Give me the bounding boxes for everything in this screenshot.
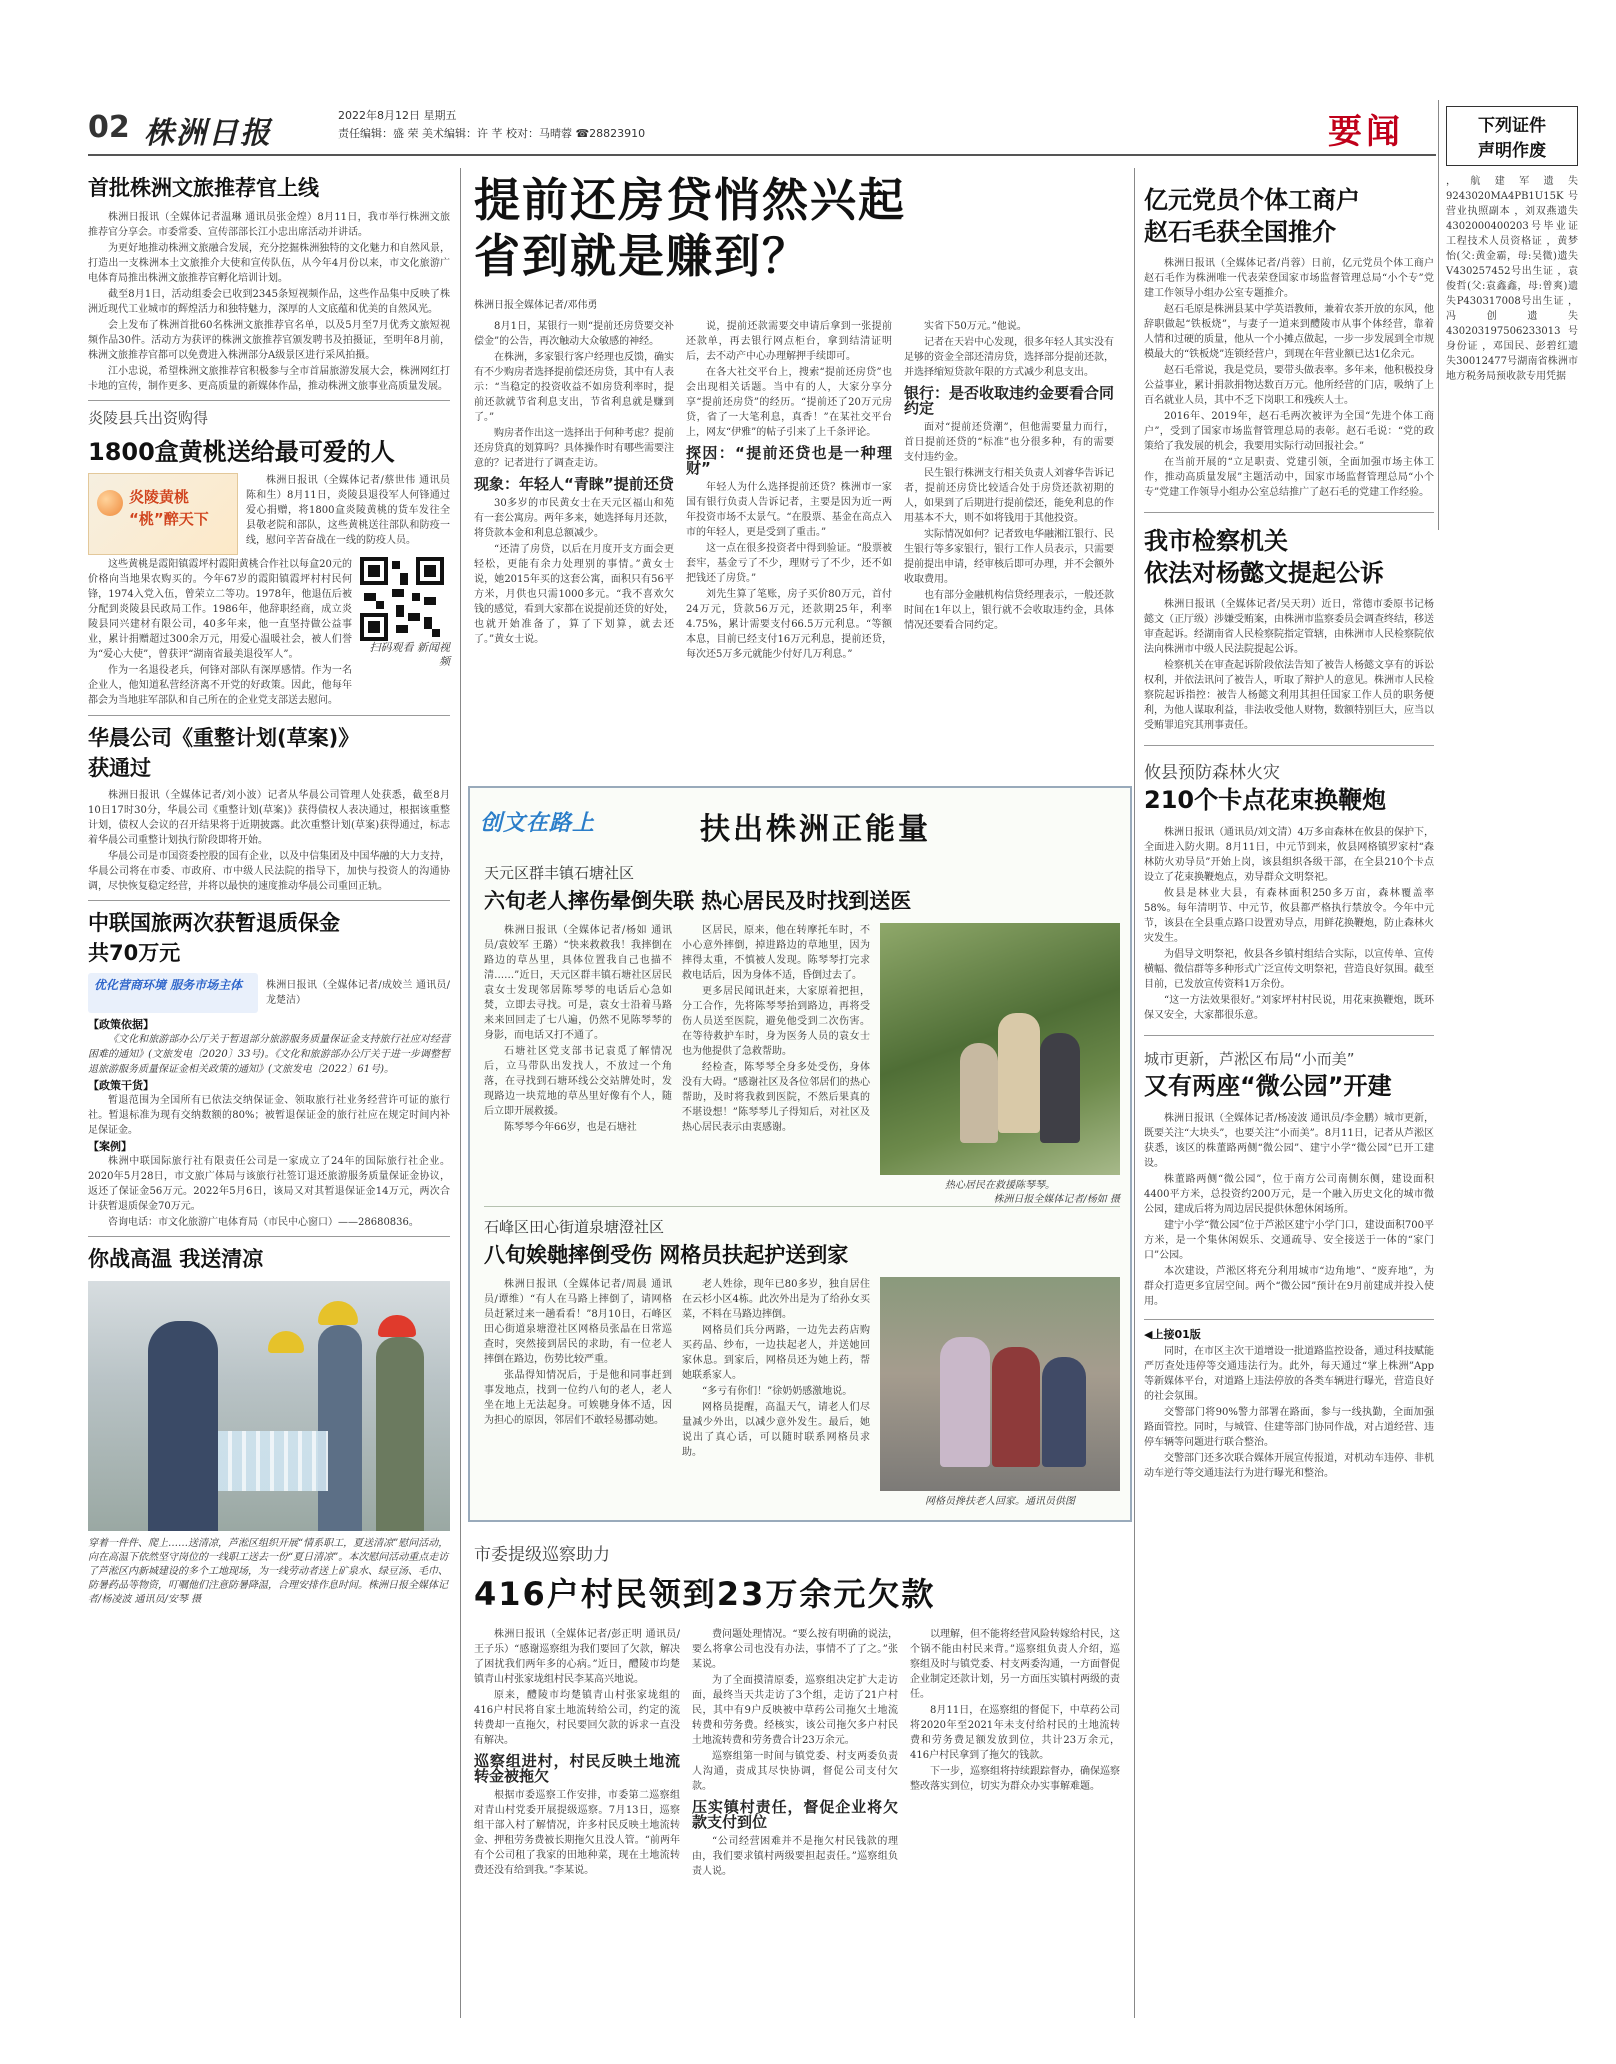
a4-title-2: 共70万元 <box>88 941 181 965</box>
s2-photo <box>880 1277 1120 1491</box>
left-column <box>88 172 450 2022</box>
s2-caption: 网格员搀扶老人回家。通讯员供图 <box>925 1496 1075 1507</box>
bottom-a-p2: 原来，醴陵市均楚镇青山村张家垅组的416户村民将自家土地流转给公司，约定的流转费却一直拖欠，村民要回欠款的诉求一直没有解决。 <box>474 1690 680 1746</box>
right-column <box>1144 184 1434 2014</box>
r4-kicker: 城市更新，芦淞区布局“小而美” <box>1144 1050 1355 1068</box>
bottom-b-p1: 费问题处理情况。“要么按有明确的说法，要么将拿公司也没有办法，事情不了了之。”张某说。 <box>692 1629 898 1670</box>
a4-case-head: 【案例】 <box>88 1140 132 1153</box>
r1-p3: 赵石毛常说，我是党员，要带头做表率。多年来，他积极投身公益事业，累计捐款捐物达数百万元。他所经营的门店，吸纳了上百名就业人员，其中不乏下岗职工和残疾人士。 <box>1144 365 1434 406</box>
r2-rule <box>1144 745 1434 746</box>
r2-body <box>1144 597 1434 733</box>
r3-body <box>1144 825 1434 1023</box>
a3-title-1: 华晨公司《重整计划(草案)》 <box>88 726 360 750</box>
r3-kicker: 攸县预防森林火灾 <box>1144 763 1280 783</box>
qr-caption: 扫码观看 新闻视频 <box>369 641 450 668</box>
worker-figure <box>318 1325 362 1531</box>
bottom-c-p3: 下一步，巡察组将持续跟踪督办，确保巡察整改落实到位，切实为群众办实事解难题。 <box>910 1766 1120 1792</box>
lead-story <box>474 172 1128 762</box>
a4-title-1: 中联国旅两次获暂退质保金 <box>88 911 340 935</box>
a1-p5: 江小忠说，希望株洲文旅推荐官积极参与全市首届旅游发展大会，株洲网红打卡地的宣传，制作更多、更高质量的新媒体作品，推动株洲文旅事业高质量发展。 <box>88 366 450 392</box>
a2-body-right: 株洲日报讯（全媒体记者/蔡世伟 通讯员陈和生）8月11日，炎陵县退役军人何锋通过爱心捐赠，将1800盒炎陵黄桃的货车发往全县敬老院和部队，这些黄桃送往部队和防疫一线，慰问辛苦奋战在一线的防疫人员。 <box>246 475 450 546</box>
a4-case: 株洲中联国际旅行社有限责任公司是一家成立了24年的国际旅行社企业。2020年5月28日，市文旅广体局与该旅行社签订退还旅游服务质量保证金协议，返还了保证金56万元。2022年5月6日，该局又对其暂退保证金14万元，两次合计获暂退质保金70万元。 <box>88 1156 450 1212</box>
s1-title: 六旬老人摔伤晕倒失联 热心居民及时找到送医 <box>484 889 912 913</box>
lead-a2-p2: “还清了房贷，以后在月度开支方面会更轻松，更能有余力处理别的事情。”黄女士说，她2015年买的这套公寓，面积只有56平方米，月供也只需1000多元。“我不喜欢欠钱的感觉，看到大家都在说提前还贷的好处，也就开始准备了，算了下划算，就去还了。”黄女士说。 <box>474 544 674 645</box>
r4-title: 又有两座“微公园”开建 <box>1144 1072 1392 1100</box>
bottom-sub1: 巡察组进村，村民反映土地流转金被拖欠 <box>474 1752 680 1785</box>
s2-c1-p1: 株洲日报讯（全媒体记者/周晨 通讯员/谭维）“有人在马路上摔倒了，请网格员赶紧过来一趟看看！”8月10日，石峰区田心街道泉塘澄社区网格员张晶在日常巡查时，突然接到居民的求助，有一位老人摔倒在路边，伤势比较严重。 <box>484 1279 672 1365</box>
lead-b2-p1: 年轻人为什么选择提前还贷？株洲市一家国有银行负责人告诉记者，主要是因为近一两年投资市场不太景气。“在股票、基金在高点入市的年轻人，更是受到了重击。” <box>686 482 892 538</box>
a2-p1: 这些黄桃是霞阳镇霞坪村霞阳黄桃合作社以每盒20元的价格向当地果农购买的。今年67岁的霞阳镇霞坪村村民何锋，1974入党入伍，曾荣立二等功。1978年，他退伍后被分配到炎陵县民政局工作。1986年，他辞职经商，成立炎陵县同兴建材有限公司，40多年来，他一直坚持做公益事业，累计捐赠超过300余万元，用爱心温暖社会，被人们誉为“爱心大使”，曾获评“湖南省最美退役军人”。 <box>88 559 352 660</box>
a4-policy: 《文化和旅游部办公厅关于暂退部分旅游服务质量保证金支持旅行社应对经营困难的通知》(文旅发电〔2020〕33号)。《文化和旅游部办公厅关于进一步调整暂退旅游服务质量保证金相关政策的通知》(文旅发电〔2022〕61号)。 <box>88 1034 450 1075</box>
water-bottles <box>218 1431 328 1491</box>
s2-c2-p1: 老人姓徐，现年已80多岁，独自居住在云杉小区4栋。此次外出是为了给孙女买菜，不料在马路边摔倒。 <box>682 1279 870 1320</box>
r1-p4: 2016年、2019年，赵石毛两次被评为全国“先进个体工商户”，受到了国家市场监督管理总局的表彰。赵石毛说：“党的政策给了我发展的机会，我要用实际行动回报社会。” <box>1144 411 1434 452</box>
a4-contact: 咨询电话：市文化旅游广电体育局（市民中心窗口）——28680836。 <box>108 1217 419 1228</box>
s1-c1-p3: 陈琴琴今年66岁，也是石塘社 <box>504 1122 637 1133</box>
r1-p1: 株洲日报讯（全媒体记者/肖蓉）日前，亿元党员个体工商户赵石毛作为株洲唯一代表荣登国家市场监督管理总局“小个专”党建工作领导小组办公室专题推介。 <box>1144 258 1434 299</box>
s2-c2-p3: “多亏有你们！”徐奶奶感激地说。 <box>702 1386 853 1397</box>
r2-p1: 株洲日报讯（全媒体记者/吴天玥）近日，常德市委原书记杨懿文（正厅级）涉嫌受贿案，由株洲市监察委员会调查终结，移送审查起诉。经湖南省人民检察院指定管辖，由株洲市人民检察院依法向株洲市中级人民法院提起公诉。 <box>1144 599 1434 655</box>
notice-title-box <box>1446 106 1578 166</box>
s1-photo <box>880 923 1120 1175</box>
lead-sub3: 银行：是否收取违约金要看合同约定 <box>904 384 1115 417</box>
lead-title-1: 提前还房贷悄然兴起 <box>474 173 906 227</box>
paper-logo: 株洲日报 <box>144 116 272 151</box>
peach-icon <box>97 490 123 516</box>
a3-p2: 华晨公司是市国资委控股的国有企业，以及中信集团及中国华融的大力支持，华晨公司将在市委、市政府、市中级人民法院的指导下，加快与投资人的沟通协调，尽快恢复稳定经营，并将以最快的速度推动华晨公司重回正轨。 <box>88 851 450 892</box>
notice-body: ，航建军遗失9243020MA4PB1U15K号营业执照副本 ，刘双燕遗失4302000400203号毕业证工程技术人员资格证 ，黄梦怡(父:黄金霸，母:吴微)遗失V430257452号出生证 ，袁俊哲(父:袁鑫鑫，母:曾爽)遗失P430317008号出生证 ，冯创遗失430203197506233013号身份证 ，邓国民、彭碧红遗失30012477号湖南省株洲市地方税务局预收款专用凭据 <box>1446 176 1578 382</box>
col1-rule <box>460 168 461 2018</box>
s2-c1-p2: 张晶得知情况后，于是他和同事赶到事发地点，找到一位约八旬的老人，老人坐在地上无法起身。可娭毑身体不适，因为担心的原因，邻居们不敢轻易挪动她。 <box>484 1370 672 1426</box>
s2-col1 <box>484 1277 672 1509</box>
worker-helmet-icon <box>268 1331 304 1353</box>
bottom-a-p1: 株洲日报讯（全媒体记者/彭正明 通讯员/王子乐）“感谢巡察组为我们要回了欠款，解决了困扰我们两年多的心病。”近日，醴陵市均楚镇青山村张家垅组村民李某高兴地说。 <box>474 1629 680 1685</box>
a2-body <box>88 557 352 709</box>
editors-line: 责任编辑：盛 荣 美术编辑：许 芊 校对：马晴蓉 ☎28823910 <box>338 127 646 140</box>
s2-photo-block <box>880 1277 1120 1509</box>
lead-col3-rule <box>1134 168 1135 2018</box>
lead-c-p2: 记者在天岩中心发现，很多年轻人其实没有足够的资金全部还清房贷，选择部分提前还款，并选择缩短贷款年限的方式减少利息支出。 <box>904 337 1114 378</box>
lead-a-p2: 在株洲，多家银行客户经理也反馈，确实有不少购房者选择提前偿还房贷，其中有人表示：“当稳定的投资收益不如房贷利率时，提前还款就节省利息支出，节省利息就是赚到了。” <box>474 352 674 423</box>
a5-caption: 穿着一件件、爬上……送清凉，芦淞区组织开展“情系职工，夏送清凉”慰问活动，向在高温下依然坚守岗位的一线职工送去一份“夏日清凉”。本次慰问活动重点走访了芦淞区内新城建设的多个工地现场，为一线劳动者送上矿泉水、绿豆汤、毛巾、防暑药品等物资，叮嘱他们注意防暑降温，合理安排作息时间。株洲日报全媒体记者/杨凌波 通讯员/安琴 摄 <box>88 1538 449 1605</box>
a2-kicker: 炎陵县兵出资购得 <box>88 409 209 427</box>
page-number: 02 <box>88 110 130 145</box>
a4-byline: 株洲日报讯（全媒体记者/成姣兰 通讯员/龙楚洁） <box>266 980 450 1006</box>
a1-rule <box>88 400 450 401</box>
a4-rule <box>88 1236 450 1237</box>
person-figure <box>998 1013 1040 1133</box>
bottom-kicker: 市委提级巡察助力 <box>474 1545 610 1565</box>
a1-p2: 为更好地推动株洲文旅融合发展，充分挖掘株洲独特的文化魅力和自然风景，打造出一支株洲本土文旅推介大使和宣传队伍，从今年4月份以来，市文化旅游广电体育局推出株洲文旅推荐官孵化培训计划。 <box>88 243 450 284</box>
date-line: 2022年8月12日 星期五 <box>338 109 457 122</box>
a5-title: 你战高温 我送清凉 <box>88 1247 264 1271</box>
section-label: 要闻 <box>1328 112 1404 152</box>
a1-body <box>88 210 450 394</box>
r1-rule <box>1144 512 1434 513</box>
s2-col2 <box>682 1277 870 1509</box>
r5-p3: 交警部门还多次联合媒体开展宣传报道，对机动车违停、非机动车逆行等交通违法行为进行曝光和整治。 <box>1144 1453 1434 1479</box>
s1-c2-p2: 更多居民闻讯赶来，大家原着把担，分工合作，先将陈琴琴抬到路边，再将受伤人员送至医院，避免他受到二次伤害。在等待救护车时，身为医务人员的袁女士也为他提供了急救帮助。 <box>682 986 870 1057</box>
lead-a2-p1: 30多岁的市民黄女士在天元区福山和苑有一套公寓房。两年多来，她选择每月还款，将贷款本金和利息总额减少。 <box>474 498 674 539</box>
r1-title-2: 赵石毛获全国推介 <box>1144 218 1336 246</box>
bottom-c-p1: 以理解，但不能将经营风险转嫁给村民，这个锅不能由村民来背。”巡察组负责人介绍，巡察组及时与镇党委、村支两委沟通，一方面督促企业制定还款计划，另一方面压实镇村两级的责任。 <box>910 1629 1120 1700</box>
qr-block <box>360 557 450 709</box>
feature-box <box>468 786 1132 1522</box>
bottom-col-a <box>474 1627 680 1880</box>
r3-p2: 攸县是林业大县，有森林面积250多万亩，森林覆盖率58%。每年清明节、中元节，攸县都严格执行禁放令。今年中元节，该县在全县重点路口设置劝导点，用鲜花换鞭炮，防止森林火灾发生。 <box>1144 888 1434 944</box>
lead-b-p1: 说，提前还款需要交申请后拿到一张提前还款单，再去银行网点柜台，拿到结清证明后，去不动产中心办理解押手续即可。 <box>686 321 892 362</box>
lead-b2-p2: 这一点在很多投资者中得到验证。“股票被套牢，基金亏了不少，理财亏了不少，还不如把钱还了房贷。” <box>686 543 892 584</box>
a2-logo-text: 炎陵黄桃 “桃”醉天下 <box>129 488 209 528</box>
lead-c2-p3: 实际情况如何？记者致电华融湘江银行、民生银行等多家银行，银行工作人员表示，只需要提前提出申请，经审核后即可办理，并不会额外收取费用。 <box>904 529 1114 585</box>
feature-banner-title: 扶出株洲正能量 <box>700 812 931 847</box>
a4-content-head: 【政策干货】 <box>88 1079 154 1092</box>
r5-p1: 同时，在市区主次干道增设一批道路监控设备，通过科技赋能严厉查处违停等交通违法行为。此外，每天通过“掌上株洲”App等新媒体平台，对道路上违法停放的各类车辆进行曝光，营造良好的社会氛围。 <box>1144 1346 1434 1402</box>
a3-p1: 株洲日报讯（全媒体记者/刘小波）记者从华晨公司管理人处获悉，截至8月10日17时30分，华晨公司《重整计划(草案)》获得债权人表决通过，根据该重整计划，债权人会议的召开结果将于近期披露。此次重整计划(草案)获得通过，标志着华晨公司重整计划执行阶段即将开始。 <box>88 790 450 846</box>
worker-helmet-icon <box>318 1301 358 1325</box>
bottom-sub2: 压实镇村责任，督促企业将欠款支付到位 <box>692 1798 898 1831</box>
a3-title-2: 获通过 <box>88 756 151 780</box>
r4-body <box>1144 1111 1434 1309</box>
feature-mid-rule <box>484 1206 1120 1207</box>
r2-title-1: 我市检察机关 <box>1144 527 1288 555</box>
r5-p2: 交警部门将90%警力部署在路面，参与一线执勤，全面加强路面管控。同时，与城管、住建等部门协同作战，对占道经营、违停车辆等问题进行联合整治。 <box>1144 1407 1434 1448</box>
s1-c2-p3: 经检查，陈琴琴全身多处受伤，身体没有大碍。“感谢社区及各位邻居们的热心帮助，及时将我救到医院，不然后果真的不堪设想！”陈琴琴儿子得知后，对社区及热心居民表示由衷感谢。 <box>682 1062 870 1133</box>
person-figure <box>992 1347 1040 1467</box>
r3-title: 210个卡点花束换鞭炮 <box>1144 786 1387 814</box>
s1-photo-block <box>880 923 1120 1207</box>
lead-c-p1: 实省下50万元。”他说。 <box>924 321 1027 332</box>
lead-col-a <box>474 319 674 663</box>
s1-caption-2: 株洲日报全媒体记者/杨如 摄 <box>993 1194 1120 1205</box>
s1-c2-p1: 区居民，原来，他在转摩托车时，不小心意外摔倒，掉进路边的草地里，因为摔得太重，不慎被人发现。陈琴琴打完求救电话后，因为身体不适，昏倒过去了。 <box>682 925 870 981</box>
bottom-b2-p1: “公司经营困难并不是拖欠村民钱款的理由，我们要求镇村两级要担起责任。”巡察组负责人说。 <box>692 1836 898 1877</box>
s1-c1-p2: 石塘社区党支部书记袁觅了解情况后，立马带队出发找人，不放过一个角落，在寻找到石塘环线公交站牌处时，发现路边一块荒地的草丛里好像有个人，随后立即开展救援。 <box>484 1046 672 1117</box>
r1-body <box>1144 256 1434 500</box>
r4-rule <box>1144 1319 1434 1320</box>
lead-a-p1: 8月1日，某银行一则“提前还房贷要交补偿金”的公告，再次触动大众敏感的神经。 <box>474 321 674 347</box>
s2-kicker: 石峰区田心街道泉塘澄社区 <box>484 1218 665 1236</box>
bottom-story <box>474 1540 1128 2010</box>
feature-banner <box>480 798 1120 850</box>
s1-col2 <box>682 923 870 1207</box>
s1-c1-p1: 株洲日报讯（全媒体记者/杨如 通讯员/袁姣军 王璐）“快来救救我！我摔倒在路边的草丛里，具体位置我自己也描不清……”近日，天元区群丰镇石塘社区居民袁女士发现邻居陈琴琴的电话后心急如焚，立即去寻找。可是，袁女士沿着马路来来回回走了七八遍，仍然不见陈琴琴的身影，而电话又打不通了。 <box>484 925 672 1041</box>
notice-column <box>1446 106 1578 526</box>
bottom-col-b <box>692 1627 898 1880</box>
worker-figure <box>376 1337 424 1531</box>
qr-code-icon <box>360 557 444 641</box>
r4-p2: 株董路两侧“微公园”，位于南方公司南侧东侧，建设面积4400平方米，总投资约200万元，是一个融入历史文化的城市微公园，建成后将为周边居民提供休憩休闲场所。 <box>1144 1174 1434 1215</box>
a4-badge: 优化营商环境 服务市场主体 <box>88 973 258 1013</box>
s2-title: 八旬娭毑摔倒受伤 网格员扶起护送到家 <box>484 1243 849 1267</box>
a5-photo <box>88 1281 450 1531</box>
bottom-col-c <box>910 1627 1120 1880</box>
a2-title: 1800盒黄桃送给最可爱的人 <box>88 438 395 466</box>
r4-p4: 本次建设，芦淞区将充分利用城市“边角地”、“废弃地”，为群众打造更多宜居空间。两个“微公园”预计在9月前建成并投入使用。 <box>1144 1266 1434 1307</box>
page-header <box>88 96 1438 156</box>
bottom-a2-p1: 根据市委巡察工作安排，市委第二巡察组对青山村党委开展提级巡察。7月13日，巡察组干部入村了解情况，许多村民反映土地流转金、押租劳务费被长期拖欠且没人管。“前两年有个公司租了我家的田地种菜，现在土地流转费还没有给到我。”李某说。 <box>474 1790 680 1876</box>
a1-p3: 截至8月1日，活动组委会已收到2345条短视频作品，这些作品集中反映了株洲近现代工业城市的辉煌活力和独特魅力，深厚的人文底蕴和优美的自然风光。 <box>88 289 450 315</box>
bottom-c-p2: 8月11日，在巡察组的督促下，中草药公司将2020年至2021年未支付给村民的土地流转费和劳务费足额发放到位，共计23万余元，416户村民拿到了拖欠的钱款。 <box>910 1705 1120 1761</box>
r4-p3: 建宁小学“微公园”位于芦淞区建宁小学门口，建设面积700平方米，是一个集休闲娱乐、交通疏导、安全接送于一体的“家门口”公园。 <box>1144 1220 1434 1261</box>
notice-title-2: 声明作废 <box>1478 141 1546 161</box>
notice-rule <box>1438 100 1439 530</box>
a1-p4: 会上发布了株洲首批60名株洲文旅推荐官名单，以及5月至7月优秀文旅短视频作品30件。活动方为获评的株洲文旅推荐官颁发聘书及拍摄证，至明年8月前，株洲文旅推荐官都可以免费进入株洲部分A级景区进行采风拍摄。 <box>88 320 450 361</box>
person-figure <box>960 1043 998 1143</box>
s1-caption-1: 热心居民在救援陈琴琴。 <box>945 1180 1055 1191</box>
feature-banner-logo: 创文在路上 <box>480 811 596 836</box>
r1-p2: 赵石毛原是株洲县某中学英语教师，兼着农茶开放的东风，他辞职做起“铁板烧”，与妻子一道来到醴陵市从事个体经营，靠着人情和过硬的质量，他从一个小摊点做起，一步一步发展到全市规模最大的“铁板烧”连锁经营户，到现在年营业额已达1亿余元。 <box>1144 304 1434 360</box>
r4-p1: 株洲日报讯（全媒体记者/杨凌波 通讯员/李金鹏）城市更新，既要关注“大块头”，也要关注“小而美”。8月11日，记者从芦淞区获悉，该区的株董路两侧“微公园”、建宁小学“微公园”已开工建设。 <box>1144 1113 1434 1169</box>
a3-body <box>88 788 450 894</box>
r3-p4: “这一方法效果很好。”刘家坪村村民说，用花束换鞭炮，既环保又安全，大家都很乐意。 <box>1144 995 1434 1021</box>
notice-title-1: 下列证件 <box>1478 116 1546 136</box>
r3-p1: 株洲日报讯（通讯员/刘文清）4万多亩森林在攸县的保护下，全面进入防火期。8月11日，中元节到来，攸县网格镇罗家村“森林防火劝导员”开始上岗，该县组织各级干部，在全县210个卡点设立了花束换鞭炮点，劝导群众文明祭祀。 <box>1144 827 1434 883</box>
lead-byline: 株洲日报全媒体记者/邓伟勇 <box>474 300 598 311</box>
r2-title-2: 依法对杨懿文提起公诉 <box>1144 559 1384 587</box>
person-figure <box>940 1337 990 1467</box>
bottom-b-p3: 巡察组第一时间与镇党委、村支两委负责人沟通，责成其尽快协调，督促公司支付欠款。 <box>692 1751 898 1792</box>
story1 <box>484 862 1120 1207</box>
s2-c2-p2: 网格员们兵分两路，一边先去药店购买药品、纱布，一边扶起老人，并送她回家休息。到家后，网格员还为她上药，帮她联系家人。 <box>682 1325 870 1381</box>
a1-title: 首批株洲文旅推荐官上线 <box>88 176 319 200</box>
lead-col-c <box>904 319 1114 663</box>
lead-b-p2: 在各大社交平台上，搜索“提前还房贷”也会出现相关话题。当中有的人，大家分享分享“提前还房贷”的经历。“提前还了20万元房贷，省了一大笔利息，真香！”在某社交平台上，网友“伊雅”的帖子引来了上千条评论。 <box>686 367 892 438</box>
r2-p2: 检察机关在审查起诉阶段依法告知了被告人杨懿文享有的诉讼权利，并依法讯问了被告人，听取了辩护人的意见。株洲市人民检察院起诉指控：被告人杨懿文利用其担任国家工作人员的职务便利，为他人谋取利益，非法收受他人财物，数额特别巨大，应当以受贿罪追究其刑事责任。 <box>1144 660 1434 731</box>
lead-b2-p3: 刘先生算了笔账，房子买价80万元，首付24万元，贷款56万元，还款期25年，利率4.75%，累计需要支付66.5万元利息。“等额本息，目前已经支付16万元利息，提前还贷，每次还5万多元就能少付好几万利息。” <box>686 589 892 660</box>
r3-p3: 为倡导文明祭祀，攸县各乡镇村组结合实际，以宣传单、宣传横幅、微信群等多种形式广泛宣传文明祭祀，营造良好氛围。截至目前，已发放宣传资料1万余份。 <box>1144 949 1434 990</box>
worker-helmet-icon <box>378 1315 416 1337</box>
s1-kicker: 天元区群丰镇石塘社区 <box>484 864 635 882</box>
r3-rule <box>1144 1035 1434 1036</box>
lead-c2-p1: 面对“提前还贷潮”，但他需要量力而行，首日提前还贷的“标准”也分很多种，有的需要支付违约金。 <box>904 422 1114 463</box>
a2-rule <box>88 715 450 716</box>
lead-col-b <box>686 319 892 663</box>
lead-sub1: 现象：年轻人“青睐”提前还贷 <box>474 475 674 493</box>
story2 <box>484 1216 1120 1509</box>
a4-content: 暂退范围为全国所有已依法交纳保证金、领取旅行社业务经营许可证的旅行社。暂退标准为现有交纳数额的80%；被暂退保证金的旅行社应在规定时间内补足保证金。 <box>88 1095 450 1136</box>
s2-c2-p4: 网格员提醒，高温天气，请老人们尽量减少外出，以减少意外发生。最后，她说出了真心话，可以随时联系网格员求助。 <box>682 1402 870 1458</box>
r5-continued: ◀上接01版 <box>1144 1328 1201 1341</box>
bottom-title: 416户村民领到23万余元欠款 <box>474 1575 936 1613</box>
header-rule <box>88 154 1436 156</box>
a1-p1: 株洲日报讯（全媒体记者温琳 通讯员张金煌）8月11日，我市举行株洲文旅推荐官分享会。市委常委、宣传部部长江小忠出席活动并讲话。 <box>88 212 450 238</box>
a2-logo <box>88 473 238 555</box>
a3-rule <box>88 900 450 901</box>
lead-title-2: 省到就是赚到？ <box>474 229 810 283</box>
person-figure <box>1042 1357 1086 1467</box>
s1-col1 <box>484 923 672 1207</box>
lead-sub2: 探因：“提前还贷也是一种理财” <box>686 444 892 477</box>
a4-body <box>88 1017 450 1230</box>
lead-c2-p4: 也有部分金融机构信贷经理表示，一般还款时间在1年以上，银行就不会收取违约金，具体情况还要看合同约定。 <box>904 590 1114 631</box>
person-figure <box>1040 1033 1080 1143</box>
a4-policy-head: 【政策依据】 <box>88 1018 154 1031</box>
r1-title-1: 亿元党员个体工商户 <box>1144 186 1360 214</box>
r1-p5: 在当前开展的“立足职责、党建引领，全面加强市场主体工作，推动高质量发展”主题活动中，国家市场监督管理总局“小个专”党建工作领导小组办公室总结推广了赵石毛的党建工作经验。 <box>1144 457 1434 498</box>
worker-figure <box>148 1321 218 1531</box>
a2-p2: 作为一名退役老兵，何锋对部队有深厚感情。作为一名企业人，他知道私营经济离不开党的好政策。因此，他每年都会为当地驻军部队和自己所在的企业党支部送去慰问。 <box>88 665 352 706</box>
lead-c2-p2: 民生银行株洲支行相关负责人刘睿华告诉记者，提前还房贷比较适合处于房贷还款初期的人，如果到了后期进行提前偿还，能免利息的作用基本不大，则不如将钱用于其他投资。 <box>904 468 1114 524</box>
r5-body <box>1144 1344 1434 1481</box>
bottom-b-p2: 为了全面摸清原委，巡察组决定扩大走访面，最终当天共走访了3个组，走访了21户村民，其中有9户反映被中草药公司拖欠土地流转费和劳务费。经核实，该公司拖欠多户村民土地流转费和劳务费合计23万余元。 <box>692 1675 898 1746</box>
lead-a-p3: 购房者作出这一选择出于何种考虑？提前还房贷真的划算吗？具体操作时有哪些需要注意的？记者进行了调查走访。 <box>474 428 674 469</box>
